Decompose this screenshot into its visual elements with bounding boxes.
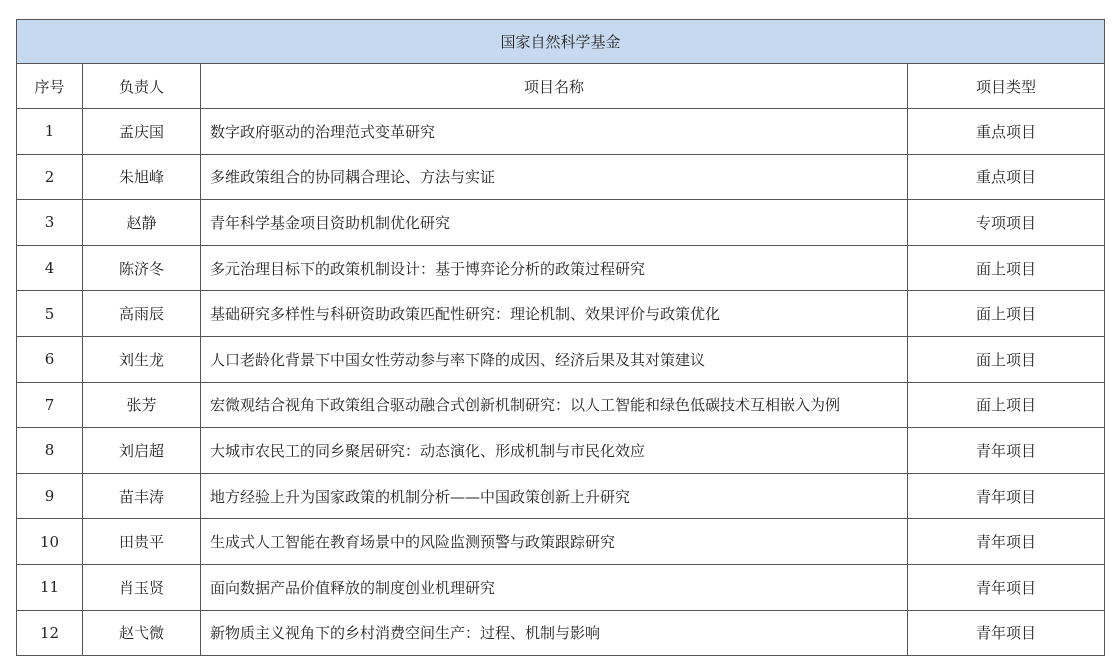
table-row — [17, 154, 1105, 200]
cell-project-name: 地方经验上升为国家政策的机制分析——中国政策创新上升研究 — [201, 473, 908, 519]
table-header-row — [17, 64, 1105, 109]
cell-leader: 张芳 — [83, 382, 201, 428]
cell-serial-number: 2 — [17, 154, 83, 200]
header-project-type: 项目类型 — [908, 64, 1105, 109]
cell-leader: 刘启超 — [83, 428, 201, 474]
table-row — [17, 200, 1105, 246]
cell-leader: 陈济冬 — [83, 245, 201, 291]
table-row — [17, 336, 1105, 382]
cell-project-name: 人口老龄化背景下中国女性劳动参与率下降的成因、经济后果及其对策建议 — [201, 336, 908, 382]
header-project-name: 项目名称 — [201, 64, 908, 109]
cell-project-name: 数字政府驱动的治理范式变革研究 — [201, 109, 908, 155]
cell-project-type: 重点项目 — [908, 109, 1105, 155]
cell-serial-number: 5 — [17, 291, 83, 337]
table-title: 国家自然科学基金 — [17, 20, 1105, 64]
table-row — [17, 610, 1105, 656]
table-row — [17, 564, 1105, 610]
cell-project-type: 面上项目 — [908, 291, 1105, 337]
cell-leader: 赵静 — [83, 200, 201, 246]
cell-project-type: 青年项目 — [908, 473, 1105, 519]
cell-project-type: 青年项目 — [908, 519, 1105, 565]
cell-project-name: 基础研究多样性与科研资助政策匹配性研究：理论机制、效果评价与政策优化 — [201, 291, 908, 337]
cell-project-type: 青年项目 — [908, 428, 1105, 474]
cell-project-type: 青年项目 — [908, 610, 1105, 656]
cell-project-name: 新物质主义视角下的乡村消费空间生产：过程、机制与影响 — [201, 610, 908, 656]
table-row — [17, 519, 1105, 565]
cell-leader: 高雨辰 — [83, 291, 201, 337]
table-row — [17, 109, 1105, 155]
cell-serial-number: 6 — [17, 336, 83, 382]
cell-project-type: 面上项目 — [908, 245, 1105, 291]
table-row — [17, 245, 1105, 291]
nsfc-project-table — [16, 19, 1105, 656]
cell-project-name: 生成式人工智能在教育场景中的风险监测预警与政策跟踪研究 — [201, 519, 908, 565]
cell-serial-number: 9 — [17, 473, 83, 519]
cell-serial-number: 3 — [17, 200, 83, 246]
cell-serial-number: 7 — [17, 382, 83, 428]
cell-serial-number: 12 — [17, 610, 83, 656]
header-serial-number: 序号 — [17, 64, 83, 109]
cell-project-type: 专项项目 — [908, 200, 1105, 246]
cell-project-name: 多元治理目标下的政策机制设计：基于博弈论分析的政策过程研究 — [201, 245, 908, 291]
cell-serial-number: 4 — [17, 245, 83, 291]
header-leader: 负责人 — [83, 64, 201, 109]
cell-project-name: 大城市农民工的同乡聚居研究：动态演化、形成机制与市民化效应 — [201, 428, 908, 474]
cell-leader: 田贵平 — [83, 519, 201, 565]
nsfc-project-table-container — [16, 19, 1104, 656]
cell-serial-number: 10 — [17, 519, 83, 565]
cell-project-type: 青年项目 — [908, 564, 1105, 610]
table-row — [17, 382, 1105, 428]
cell-project-type: 重点项目 — [908, 154, 1105, 200]
cell-leader: 刘生龙 — [83, 336, 201, 382]
cell-leader: 孟庆国 — [83, 109, 201, 155]
cell-leader: 赵弋微 — [83, 610, 201, 656]
cell-project-type: 面上项目 — [908, 336, 1105, 382]
table-row — [17, 428, 1105, 474]
cell-project-name: 宏微观结合视角下政策组合驱动融合式创新机制研究：以人工智能和绿色低碳技术互相嵌入为例 — [201, 382, 908, 428]
cell-leader: 苗丰涛 — [83, 473, 201, 519]
cell-project-type: 面上项目 — [908, 382, 1105, 428]
cell-leader: 肖玉贤 — [83, 564, 201, 610]
cell-serial-number: 11 — [17, 564, 83, 610]
cell-serial-number: 1 — [17, 109, 83, 155]
cell-leader: 朱旭峰 — [83, 154, 201, 200]
cell-project-name: 多维政策组合的协同耦合理论、方法与实证 — [201, 154, 908, 200]
cell-project-name: 面向数据产品价值释放的制度创业机理研究 — [201, 564, 908, 610]
table-row — [17, 473, 1105, 519]
table-row — [17, 291, 1105, 337]
table-title-row — [17, 20, 1105, 64]
cell-serial-number: 8 — [17, 428, 83, 474]
cell-project-name: 青年科学基金项目资助机制优化研究 — [201, 200, 908, 246]
